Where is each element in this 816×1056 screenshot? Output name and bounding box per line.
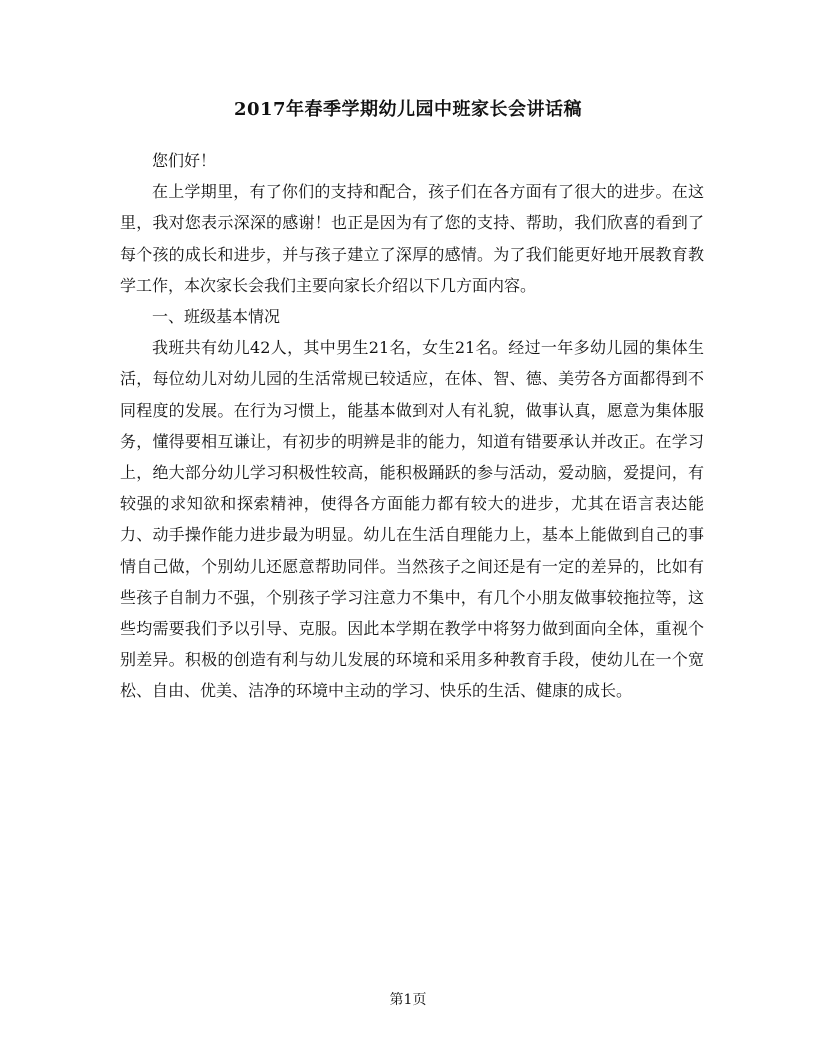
- paragraph-greeting: 您们好！: [152, 151, 217, 170]
- document-title: 2017年春季学期幼儿园中班家长会讲话稿: [233, 99, 583, 120]
- paragraph-intro: 在上学期里，有了你们的支持和配合，孩子们在各方面有了很大的进步。在这里，我对您表示深深的感谢！也正是因为有了您的支持、帮助，我们欣喜的看到了每个孩的成长和进步，并与孩子建立了深厚的感情。为了我们能更好地开展教育教学工作，本次家长会我们主要向家长介绍以下几方面内容。: [120, 182, 704, 295]
- document-body: [120, 145, 704, 707]
- paragraph-class-overview: 我班共有幼儿42人，其中男生21名，女生21名。经过一年多幼儿园的集体生活，每位幼儿对幼儿园的生活常规已较适应，在体、智、德、美劳各方面都得到不同程度的发展。在行为习惯上，能基本做到对人有礼貌，做事认真，愿意为集体服务，懂得要相互谦让，有初步的明辨是非的能力，知道有错要承认并改正。在学习上，绝大部分幼儿学习积极性较高，能积极踊跃的参与活动，爱动脑，爱提问，有较强的求知欲和探索精神，使得各方面能力都有较大的进步，尤其在语言表达能力、动手操作能力进步最为明显。幼儿在生活自理能力上，基本上能做到自己的事情自己做，个别幼儿还愿意帮助同伴。当然孩子之间还是有一定的差异的，比如有些孩子自制力不强，个别孩子学习注意力不集中，有几个小朋友做事较拖拉等，这些均需要我们予以引导、克服。因此本学期在教学中将努力做到面向全体，重视个别差异。积极的创造有利与幼儿发展的环境和采用多种教育手段，使幼儿在一个宽松、自由、优美、洁净的环境中主动的学习、快乐的生活、健康的成长。: [120, 338, 704, 701]
- page-number: 第1页: [389, 992, 427, 1008]
- section-heading-class-overview: 一、班级基本情况: [152, 307, 281, 327]
